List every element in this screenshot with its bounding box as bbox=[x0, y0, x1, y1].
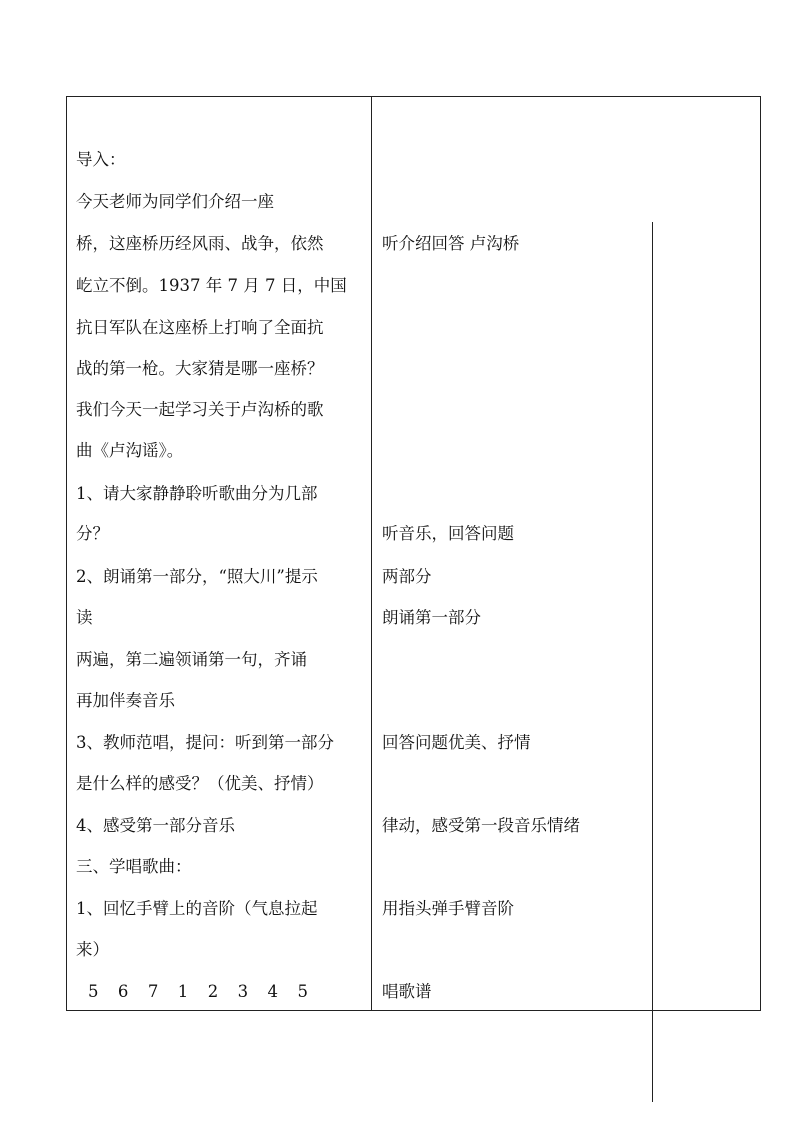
right-line: 朗诵第一部分 bbox=[382, 608, 481, 627]
right-line: 用指头弹手臂音阶 bbox=[382, 899, 514, 918]
right-line: 回答问题优美、抒情 bbox=[382, 733, 531, 752]
left-line: 两遍，第二遍领诵第一句，齐诵 bbox=[76, 650, 307, 669]
right-line: 唱歌谱 bbox=[382, 982, 432, 1001]
scale-note: 5 bbox=[297, 982, 308, 1001]
left-line: 是什么样的感受？（优美、抒情） bbox=[76, 774, 324, 793]
column-divider bbox=[371, 96, 372, 1011]
vertical-rule bbox=[652, 222, 653, 1102]
left-line: 2、朗诵第一部分，“照大川”提示 bbox=[76, 567, 318, 586]
left-line: 抗日军队在这座桥上打响了全面抗 bbox=[76, 318, 324, 337]
left-line: 导入： bbox=[76, 150, 126, 169]
scale-note: 4 bbox=[267, 982, 279, 1001]
left-line: 分？ bbox=[76, 524, 109, 543]
left-line: 1、回忆手臂上的音阶（气息拉起 bbox=[76, 899, 318, 918]
left-line: 今天老师为同学们介绍一座 bbox=[76, 192, 274, 211]
left-line: 4、感受第一部分音乐 bbox=[76, 816, 235, 835]
left-line: 1、请大家静静聆听歌曲分为几部 bbox=[76, 484, 318, 503]
left-line: 3、教师范唱，提问：听到第一部分 bbox=[76, 733, 334, 752]
left-line: 屹立不倒。1937 年 7 月 7 日，中国 bbox=[76, 276, 347, 295]
scale-note: 7 bbox=[147, 982, 159, 1001]
scale-note: 5 bbox=[88, 982, 99, 1001]
scale-note: 1 bbox=[177, 982, 189, 1001]
left-line: 战的第一枪。大家猜是哪一座桥？ bbox=[76, 359, 324, 378]
scale-note: 3 bbox=[237, 982, 249, 1001]
right-line: 听音乐，回答问题 bbox=[382, 524, 514, 543]
left-line: 曲《卢沟谣》。 bbox=[76, 441, 184, 460]
scale-note: 6 bbox=[117, 982, 129, 1001]
right-line: 律动，感受第一段音乐情绪 bbox=[382, 816, 580, 835]
left-line: 我们今天一起学习关于卢沟桥的歌 bbox=[76, 400, 324, 419]
scale-notes bbox=[88, 982, 308, 1002]
right-line: 听介绍回答 卢沟桥 bbox=[382, 234, 520, 253]
left-line: 桥，这座桥历经风雨、战争，依然 bbox=[76, 234, 324, 253]
scale-note: 2 bbox=[207, 982, 219, 1001]
left-line: 再加伴奏音乐 bbox=[76, 691, 175, 710]
left-line: 三、学唱歌曲： bbox=[76, 857, 192, 876]
right-line: 两部分 bbox=[382, 567, 432, 586]
left-line: 读 bbox=[76, 608, 93, 627]
left-line: 来） bbox=[76, 940, 109, 959]
